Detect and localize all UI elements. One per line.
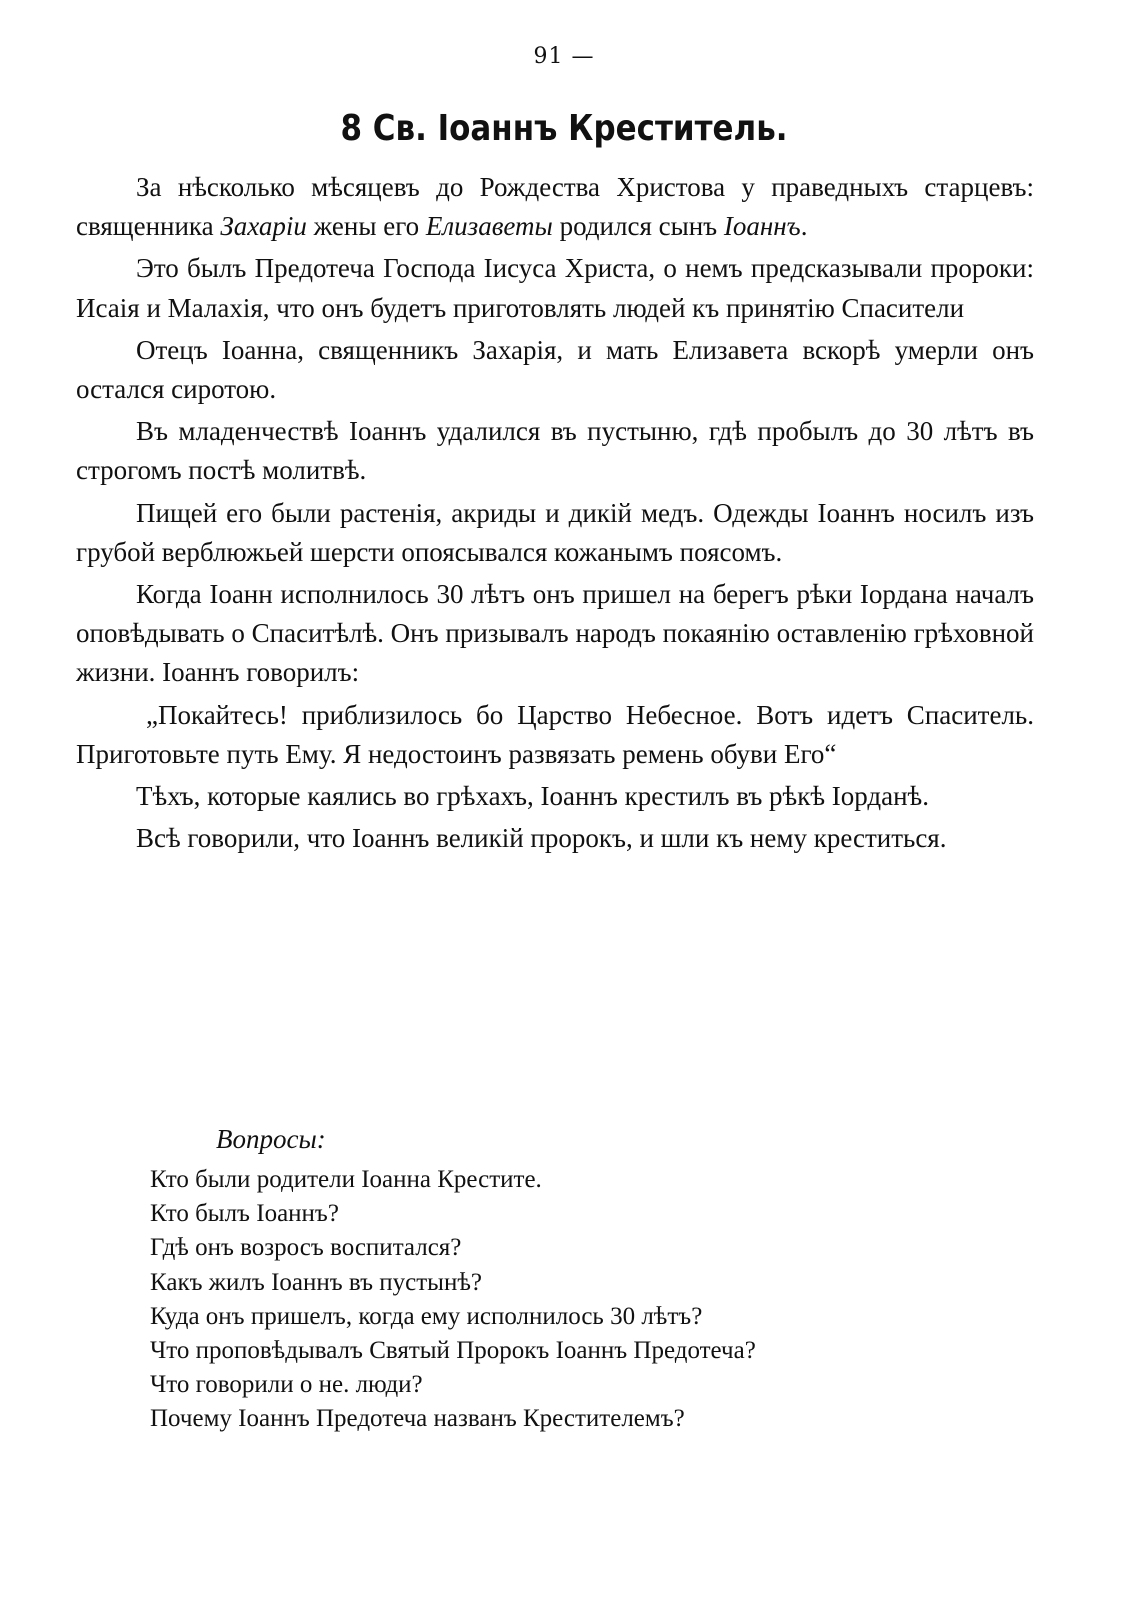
question-item: Куда онъ пришелъ, когда ему исполнилось 30 лѣтъ? <box>150 1302 703 1330</box>
paragraph-9: Всѣ говорили, что Іоаннъ великій пророкъ, и шли къ нему креститься. <box>136 823 947 854</box>
question-item: Кто были родители Іоанна Крестите. <box>150 1166 542 1193</box>
question-item: Почему Іоаннъ Предотеча названъ Крестителемъ? <box>150 1405 685 1433</box>
name-john: Іоаннъ <box>723 211 801 242</box>
paragraph-5: Пищей его были растенія, акриды и дикій медъ. Одежды Іоаннъ носилъ изъ грубой верблюжьей шерсти опоясывался кожанымъ поясомъ. <box>76 497 1034 567</box>
paragraph-3: Отецъ Іоанна, священникъ Захарія, и мать Елизавета вскорѣ умерли онъ остался сиротою. <box>76 334 1034 405</box>
question-item: Что говорили о не. люди? <box>150 1371 423 1399</box>
paragraph-1-part-a: За нѣсколько мѣсяцевъ до Рождества Христова у праведныхъ старцевъ: священника <box>76 172 1034 242</box>
question-item: Какъ жилъ Іоаннъ въ пустынѣ? <box>150 1268 483 1296</box>
question-item: Что проповѣдывалъ Святый Пророкъ Іоаннъ Предотеча? <box>150 1337 756 1365</box>
page-title: 8 Св. Іоаннъ Креститель. <box>340 108 788 149</box>
name-zacharias: Захарiи <box>220 211 307 242</box>
paragraph-7-quote: „Покайтесь! приблизилось бо Царство Небесное. Вотъ идетъ Спаситель. Приготовьте путь Ему. Я недостоинъ развязать ремень обуви Его“ <box>76 699 1034 769</box>
paragraph-8: Тѣхъ, которые каялись во грѣхахъ, Іоаннъ крестилъ въ рѣкѣ Іорданѣ. <box>136 781 929 812</box>
question-item: Гдѣ онъ возросъ воспитался? <box>150 1234 462 1262</box>
paragraph-6: Когда Іоанн исполнилось 30 лѣтъ онъ пришел на берегъ рѣки Іордана началъ оповѣдывать о Спаситѣлѣ. Онъ призывалъ народъ покаянію оставленію грѣховной жизни. Іоаннъ говорилъ: <box>76 579 1034 688</box>
name-elizabeth: Елизаветы <box>425 211 553 242</box>
paragraph-4: Въ младенчествѣ Іоаннъ удалился въ пустыню, гдѣ пробылъ до 30 лѣтъ въ строгомъ постѣ молитвѣ. <box>76 416 1034 486</box>
paragraph-1-part-b: жены его <box>306 211 426 242</box>
body-text <box>76 168 1034 861</box>
paragraph-1-part-d: . <box>800 211 808 242</box>
paragraph-2: Это былъ Предотеча Господа Іисуса Христа, о немъ предсказывали пророки: Исаія и Малахія, что онъ будетъ приготовлять людей къ принятію Спасители <box>76 253 1034 323</box>
question-item: Кто былъ Іоаннъ? <box>150 1200 339 1228</box>
paragraph-1-part-c: родился сынъ <box>552 211 724 242</box>
paragraph-1 <box>76 168 1034 246</box>
questions-heading: Вопросы: <box>216 1124 326 1154</box>
page-number: 91 — <box>533 44 595 69</box>
questions-list <box>150 1163 756 1437</box>
